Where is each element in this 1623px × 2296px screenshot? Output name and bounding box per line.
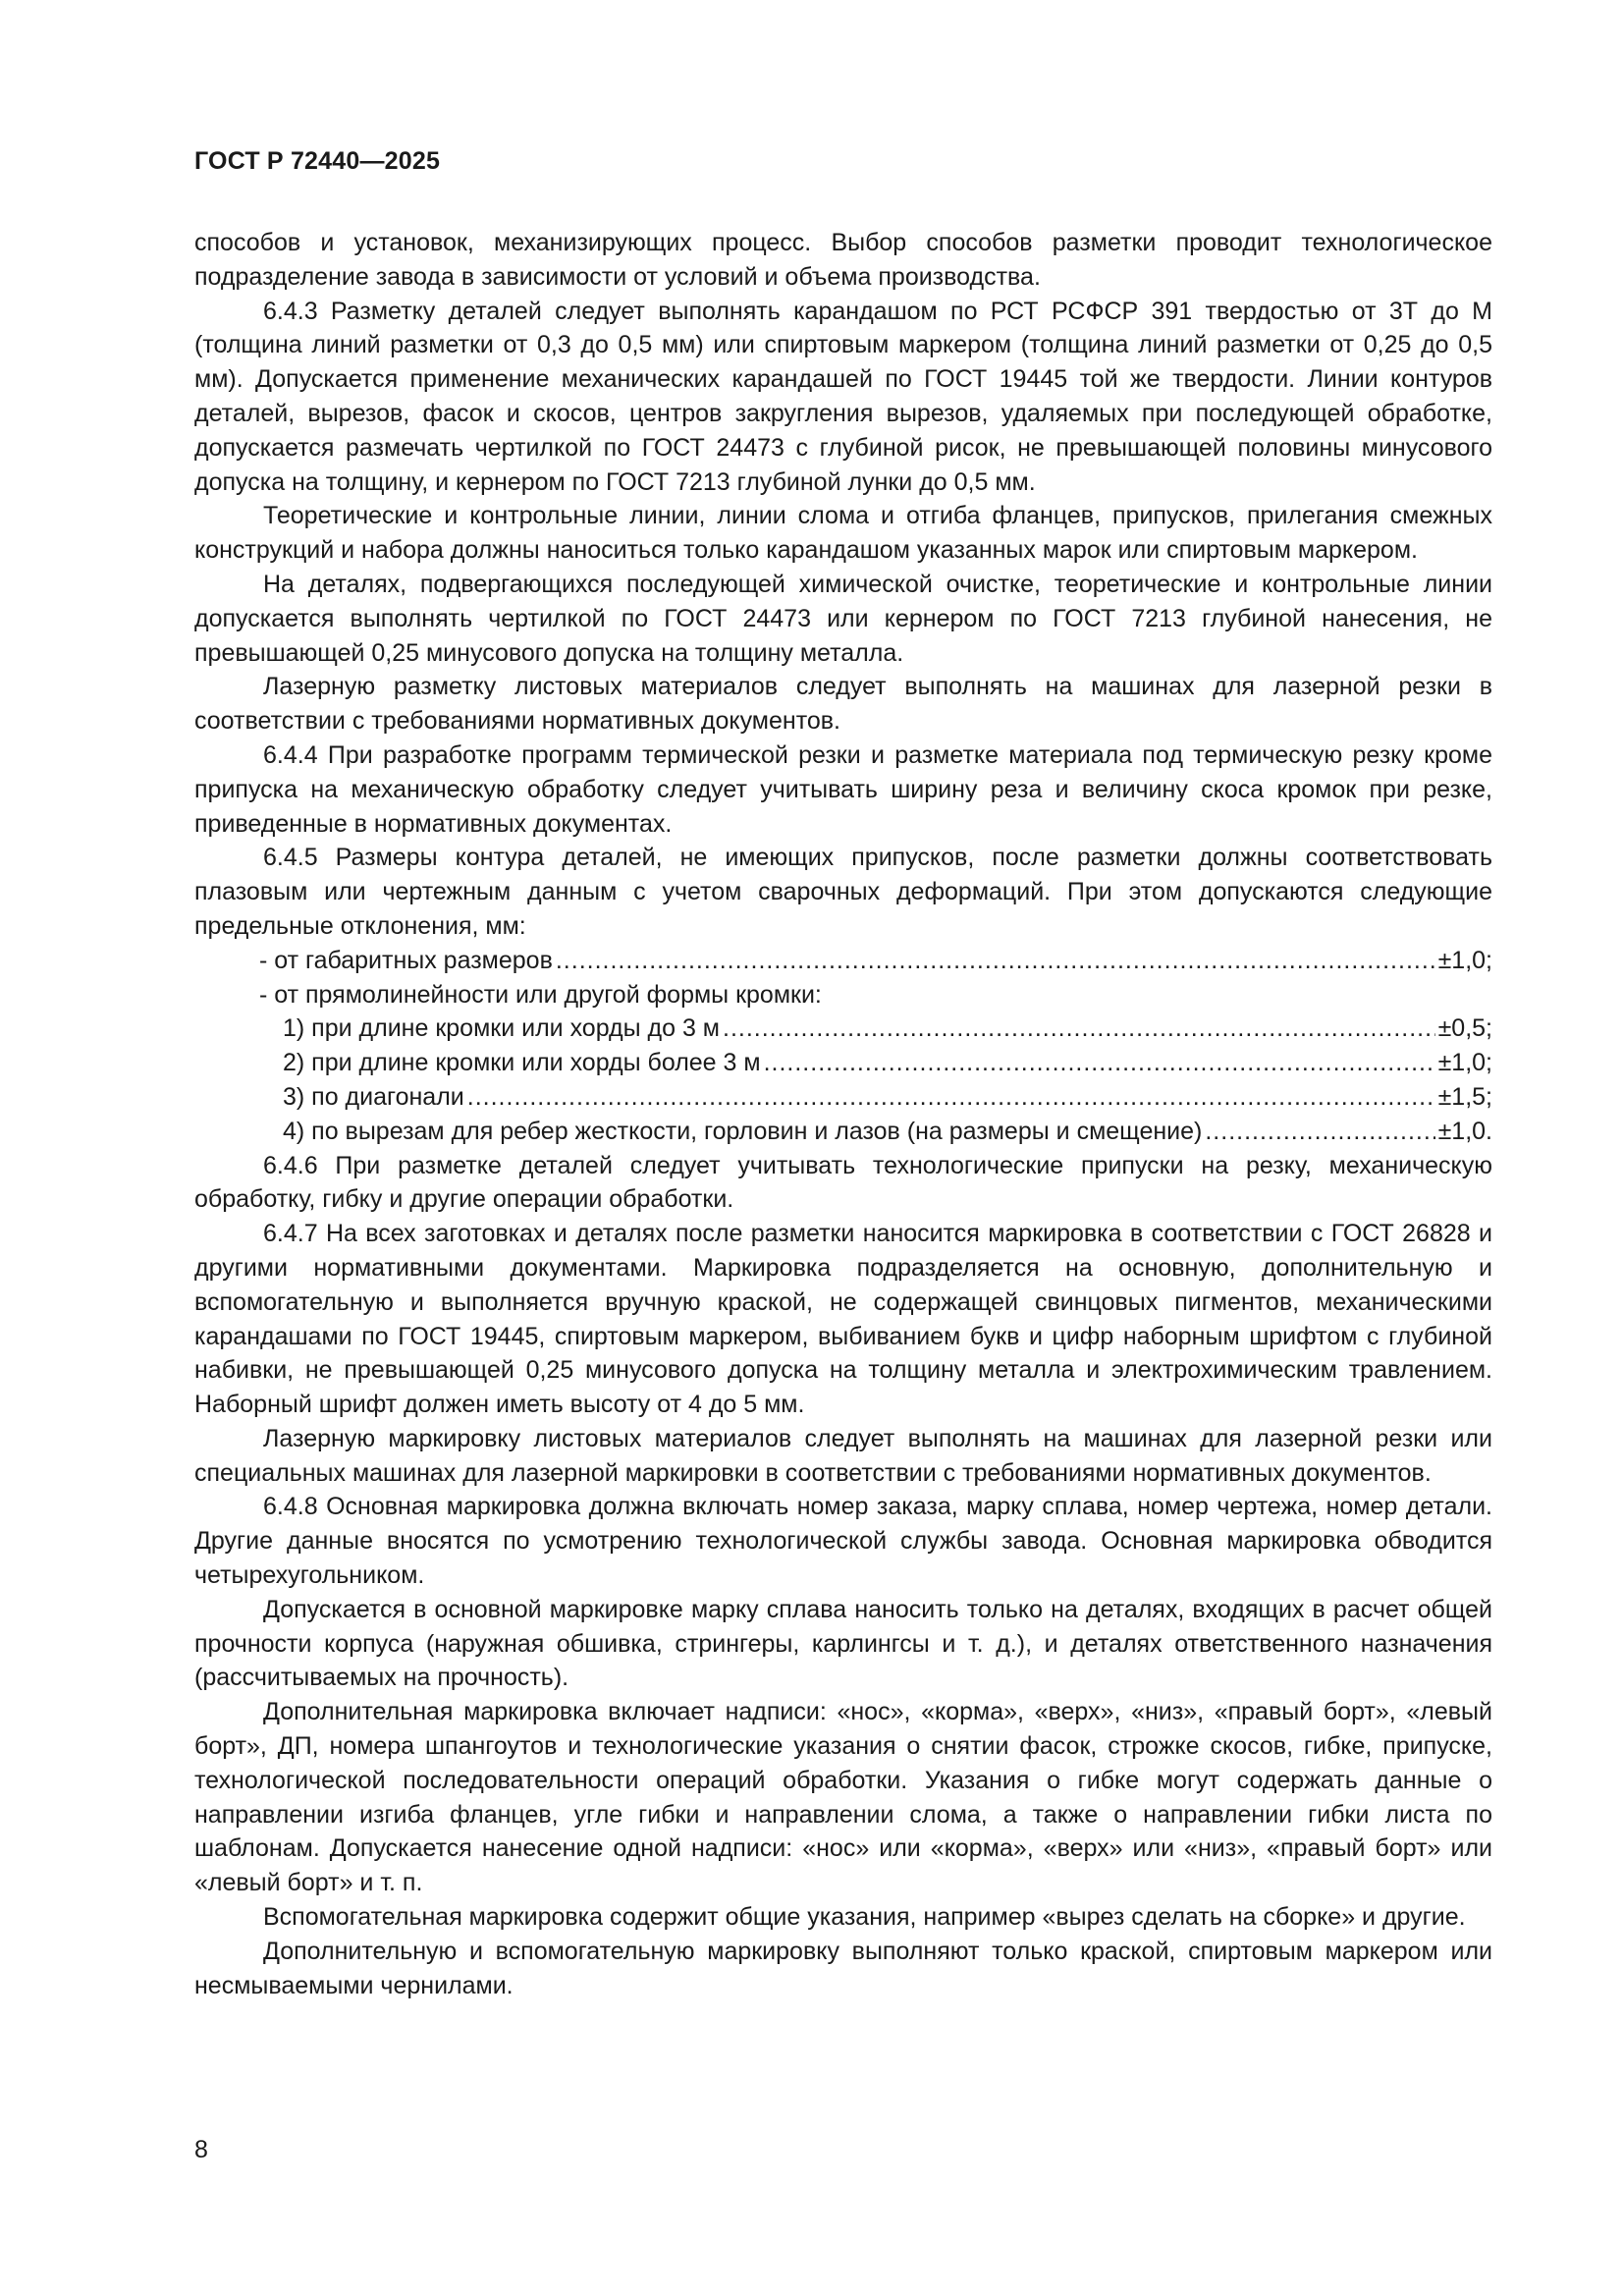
tolerance-label: 3) по диагонали [283,1082,464,1111]
leader-dots [467,1080,1435,1115]
tolerance-value: ±1,0. [1437,1117,1492,1145]
tolerance-label: 2) при длине кромки или хорды более 3 м [283,1049,761,1077]
tolerance-value: ±0,5; [1437,1014,1492,1043]
paragraph-theoretical-lines: Теоретические и контрольные линии, линии слома и отгиба фланцев, припусков, прилегания смежных конструкций и набора должны наноситься только карандашом указанных марок или спиртовым маркером. [194,502,1492,565]
tolerance-item-straightness: - от прямолинейности или другой формы кромки: [259,980,822,1009]
paragraph-6-4-4: 6.4.4 При разработке программ термической резки и разметке материала под термическую резку кроме припуска на механическую обработку следует учитывать ширину реза и величину скоса кромок при резке, приведенные в нормативных документах. [194,740,1492,838]
tolerance-value: ±1,0; [1437,946,1492,974]
tolerance-label: 1) при длине кромки или хорды до 3 м [283,1014,720,1043]
tolerance-item-overall [194,944,1492,978]
tolerance-subitem-3 [194,1080,1492,1115]
tolerance-label: 4) по вырезам для ребер жесткости, горловин и лазов (на размеры и смещение) [283,1117,1203,1145]
paragraph-6-4-3: 6.4.3 Разметку деталей следует выполнять карандашом по РСТ РСФСР 391 твердостью от 3Т до М (толщина линий разметки от 0,3 до 0,5 мм) или спиртовым маркером (толщина линий разметки от 0,25 до 0,5 мм). Допускается применение механических карандашей по ГОСТ 19445 той же твердости. Линии контуров деталей, вырезов, фасок и скосов, центров закругления вырезов, удаляемых при последующей обработке, допускается размечать чертилкой по ГОСТ 24473 с глубиной рисок, не превышающей половины минусового допуска на толщину, и кернером по ГОСТ 7213 глубиной лунки до 0,5 мм. [194,297,1492,496]
tolerance-subitem-2 [194,1046,1492,1080]
page-number: 8 [194,2136,208,2163]
paragraph-chemical-cleaning: На деталях, подвергающихся последующей химической очистке, теоретические и контрольные линии допускается выполнять чертилкой по ГОСТ 24473 или кернером по ГОСТ 7213 глубиной нанесения, не превышающей 0,25 минусового допуска на толщину металла. [194,570,1492,667]
paragraph-6-4-6: 6.4.6 При разметке деталей следует учитывать технологические припуски на резку, механическую обработку, гибку и другие операции обработки. [194,1151,1492,1214]
tolerance-subitem-4 [194,1115,1492,1149]
paragraph-marking-methods: Дополнительную и вспомогательную маркировку выполняют только краской, спиртовым маркером или несмываемыми чернилами. [194,1937,1492,1999]
tolerance-label: - от габаритных размеров [259,946,553,974]
paragraph-laser-marking: Лазерную маркировку листовых материалов следует выполнять на машинах для лазерной резки или специальных машинах для лазерной маркировки в соответствии с требованиями нормативных документов. [194,1424,1492,1487]
leader-dots [723,1011,1435,1046]
leader-dots [764,1046,1435,1080]
document-code: ГОСТ Р 72440—2025 [194,147,441,175]
paragraph-laser-marking-out: Лазерную разметку листовых материалов следует выполнять на машинах для лазерной резки в соответствии с требованиями нормативных документов. [194,673,1492,736]
paragraph-additional-marking: Дополнительная маркировка включает надписи: «нос», «корма», «верх», «низ», «правый борт», «левый борт», ДП, номера шпангоутов и технологические указания о снятии фасок, строжке скосов, гибке, припуске, технологической последовательности операций обработки. Указания о гибке могут содержать данные о направлении изгиба фланцев, угле гибки и направлении слома, а также о направлении гибки листа по шаблонам. Допускается нанесение одной надписи: «нос» или «корма», «верх» или «низ», «правый борт» или «левый борт» и т. п. [194,1698,1492,1897]
paragraph-auxiliary-marking: Вспомогательная маркировка содержит общие указания, например «вырез сделать на сборке» и другие. [263,1903,1466,1932]
tolerance-value: ±1,5; [1437,1082,1492,1111]
paragraph-continuation: способов и установок, механизирующих процесс. Выбор способов разметки проводит технологическое подразделение завода в зависимости от условий и объема производства. [194,229,1492,291]
tolerance-value: ±1,0; [1437,1049,1492,1077]
leader-dots [556,944,1435,978]
page-body [194,226,1492,2002]
paragraph-alloy-grade: Допускается в основной маркировке марку сплава наносить только на деталях, входящих в расчет общей прочности корпуса (наружная обшивка, стрингеры, карлингсы и т. д.), и деталях ответственного назначения (рассчитываемых на прочность). [194,1595,1492,1692]
paragraph-6-4-7: 6.4.7 На всех заготовках и деталях после разметки наносится маркировка в соответствии с ГОСТ 26828 и другими нормативными документами. Маркировка подразделяется на основную, дополнительную и вспомогательную и выполняется вручную краской, не содержащей свинцовых пигментов, механическими карандашами по ГОСТ 19445, спиртовым маркером, выбиванием букв и цифр наборным шрифтом с глубиной набивки, не превышающей 0,25 минусового допуска на толщину металла и электрохимическим травлением. Наборный шрифт должен иметь высоту от 4 до 5 мм. [194,1220,1492,1419]
tolerance-subitem-1 [194,1011,1492,1046]
leader-dots [1205,1115,1434,1149]
paragraph-6-4-5: 6.4.5 Размеры контура деталей, не имеющих припусков, после разметки должны соответствовать плазовым или чертежным данным с учетом сварочных деформаций. При этом допускаются следующие предельные отклонения, мм: [194,844,1492,940]
paragraph-6-4-8: 6.4.8 Основная маркировка должна включать номер заказа, марку сплава, номер чертежа, номер детали. Другие данные вносятся по усмотрению технологической службы завода. Основная маркировка обводится четырехугольником. [194,1493,1492,1590]
